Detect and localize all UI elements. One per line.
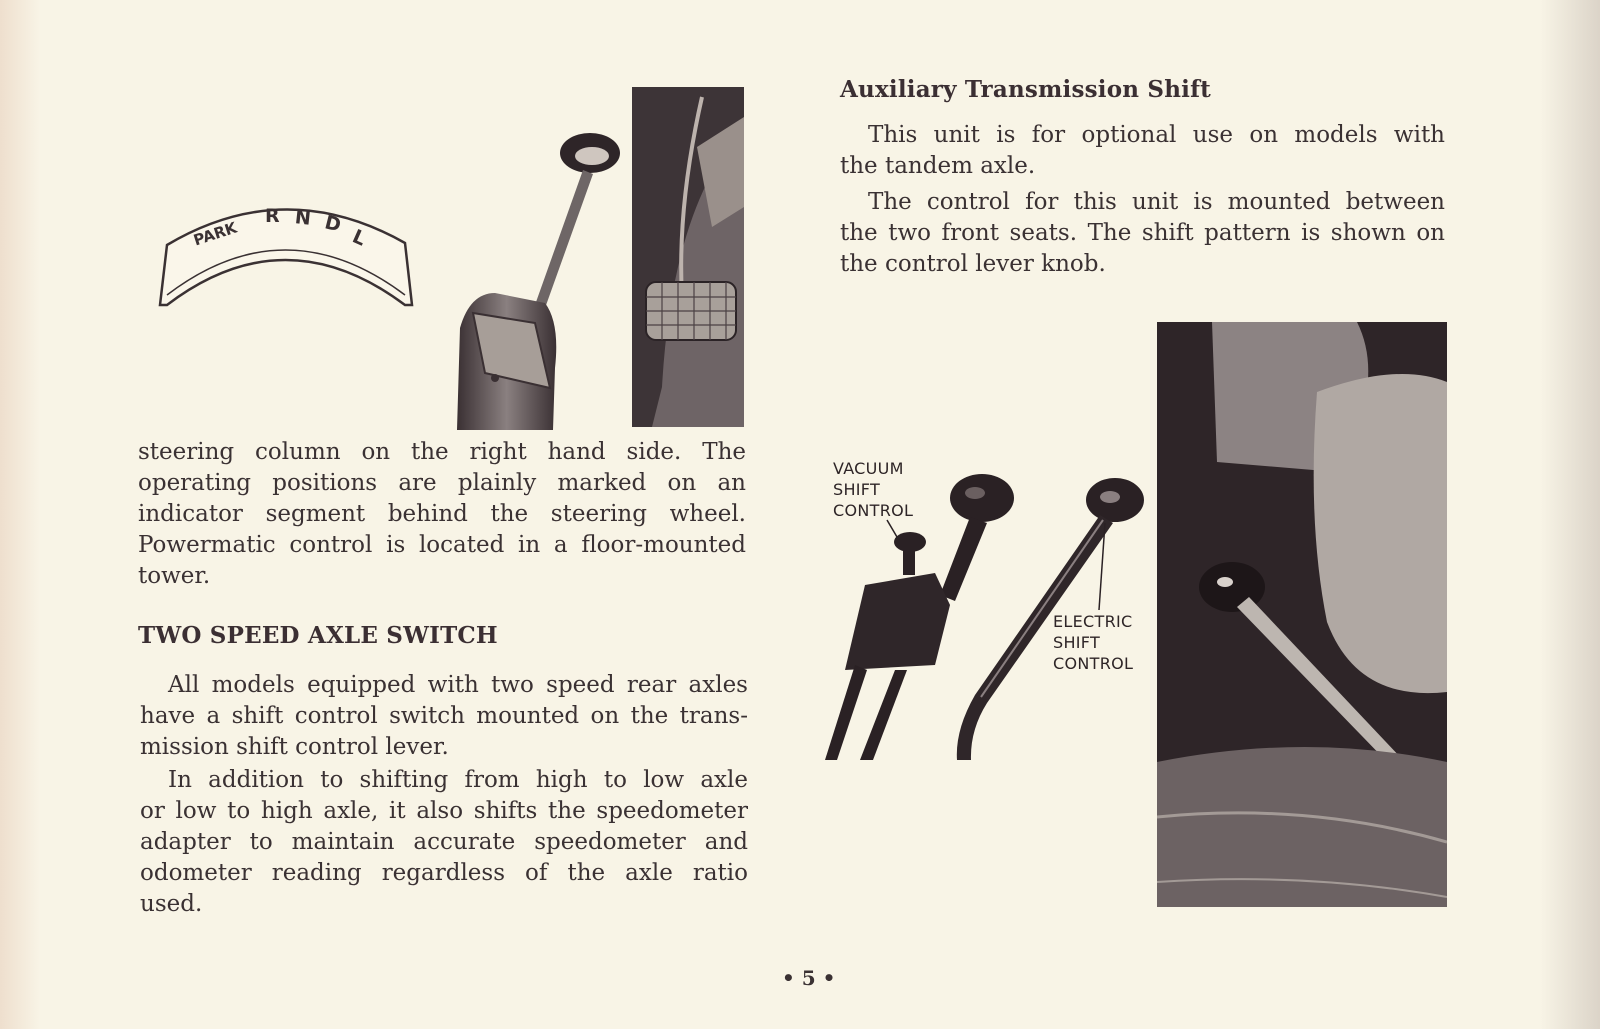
powermatic-tower-illustration [455, 128, 625, 430]
text-line: tower. [138, 563, 211, 589]
page-number: • 5 • [782, 966, 836, 990]
text-line: have a shift control switch mounted on the trans- [140, 703, 748, 729]
section-heading-two-speed-axle: TWO SPEED AXLE SWITCH [138, 622, 498, 649]
vacuum-shift-control-label: VACUUM SHIFT CONTROL [833, 459, 914, 520]
text-line: odometer reading regardless of the axle ratio [140, 860, 748, 886]
electric-shift-control-label: ELECTRIC SHIFT CONTROL [1053, 612, 1134, 673]
text-line: indicator segment behind the steering wheel. [138, 501, 746, 527]
text-line: the two front seats. The shift pattern is shown on [840, 220, 1445, 246]
text-line: or low to high axle, it also shifts the speedometer [140, 798, 748, 824]
text-line: used. [140, 891, 203, 917]
position-n: N [293, 206, 313, 230]
text-line: In addition to shifting from high to low axle [168, 767, 748, 793]
cab-interior-photo [1157, 322, 1447, 907]
text-line: steering column on the right hand side. The [138, 439, 746, 465]
accelerator-pedal-photo [632, 87, 744, 427]
position-r: R [265, 205, 280, 227]
text-line: Powermatic control is located in a floor-mounted [138, 532, 746, 558]
text-line: adapter to maintain accurate speedometer and [140, 829, 748, 855]
auxiliary-paragraph-2 [840, 187, 1445, 280]
position-d: D [322, 211, 344, 237]
text-line: All models equipped with two speed rear axles [168, 672, 748, 698]
park-label: PARK [191, 218, 240, 250]
text-line: the control lever knob. [840, 251, 1106, 277]
text-line: This unit is for optional use on models with [868, 122, 1445, 148]
section-heading-auxiliary-shift: Auxiliary Transmission Shift [840, 76, 1211, 103]
auxiliary-paragraph-1 [840, 120, 1445, 182]
text-line: the tandem axle. [840, 153, 1036, 179]
text-line: operating positions are plainly marked on an [138, 470, 746, 496]
axle-paragraph-2 [140, 765, 748, 920]
gear-indicator-figure [155, 195, 420, 320]
text-line: mission shift control lever. [140, 734, 449, 760]
axle-paragraph-1 [140, 670, 748, 763]
intro-paragraph [138, 437, 746, 592]
position-l: L [349, 225, 370, 251]
text-line: The control for this unit is mounted between [868, 189, 1445, 215]
